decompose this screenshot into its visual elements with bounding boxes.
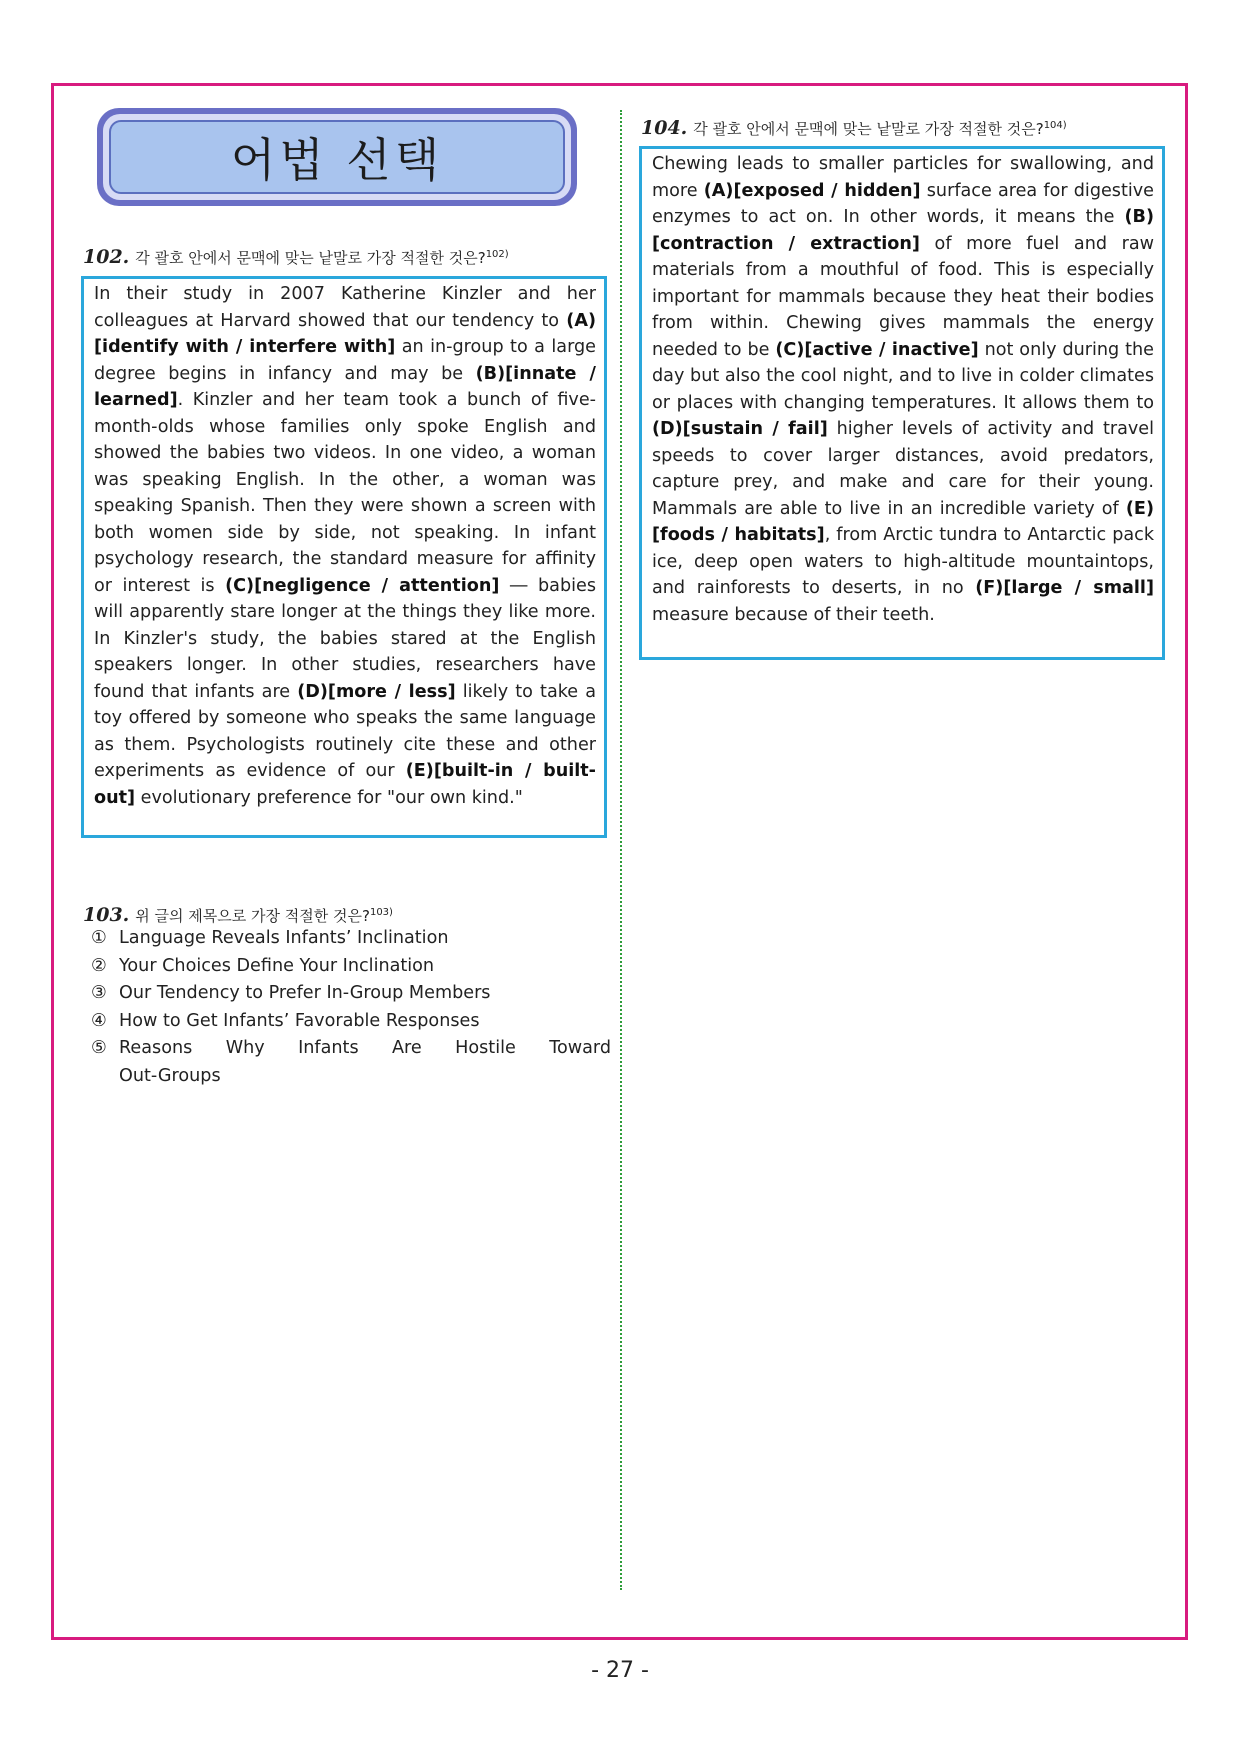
passage-text: In their study in 2007 Katherine Kinzler and her colleagues at Harvard showed that our tendency to [94,284,596,331]
passage-text: surface area for digestive enzymes to act on. In other words, it means the [652,180,1154,227]
column-divider [620,110,622,1590]
option-text: Our Tendency to Prefer In-Group Members [119,983,491,1003]
passage-text: higher levels of activity and travel speeds to cover larger distances, avoid predators, capture prey, and make and care for their young. Mammals are able to live in an incredible variety of [652,419,1155,519]
question-number: 103. [83,904,130,926]
option-text: Reasons Why Infants Are Hostile Toward [119,1038,611,1058]
question-prompt: 위 글의 제목으로 가장 적절한 것은? [135,907,370,925]
question-prompt: 각 괄호 안에서 문맥에 맞는 낱말로 가장 적절한 것은? [693,120,1044,138]
blank-choice: (C)[negligence / attention] [225,575,500,596]
option-number: ④ [91,1010,107,1031]
question-102-heading [83,246,509,268]
option-number: ③ [91,983,107,1003]
passage-104 [639,146,1165,660]
passage-text: evolutionary preference for "our own kind." [135,787,523,808]
passage-text: , from Arctic tundra to Antarctic pack ice, deep open waters to high-altitude mountaintops, and rainforests to deserts, in no [652,525,1155,598]
answer-options-103 [91,925,611,1090]
blank-choice: (E)[built-in / built-out] [94,761,596,808]
question-number: 102. [83,246,130,268]
passage-text: likely to take a toy offered by someone who speaks the same language as them. Psychologists routinely cite these and other experiments as evidence of our [94,681,596,781]
section-title-banner [97,108,577,206]
passage-text: Chewing leads to smaller particles for swallowing, and more [652,154,1154,201]
blank-choice: (E)[foods / habitats] [652,498,1154,545]
passage-text: measure because of their teeth. [652,604,935,625]
blank-choice: (B)[innate / learned] [94,363,596,410]
option-text: Your Choices Define Your Inclination [119,955,435,976]
question-104-heading [641,117,1067,139]
passage-102 [81,276,607,838]
option-number: ① [91,928,107,948]
option-number: ⑤ [91,1038,107,1058]
answer-option-1[interactable] [91,925,611,953]
question-number: 104. [641,117,688,139]
option-number: ② [91,955,107,976]
answer-option-4[interactable] [91,1008,611,1036]
blank-choice: (A)[exposed / hidden] [703,180,921,201]
page-number: - 27 - [591,1658,649,1683]
blank-choice: (F)[large / small] [975,578,1154,598]
passage-text: not only during the day but also the cool night, and to live in colder climates or places with changing temperatures. It allows them to [652,339,1154,413]
blank-choice: (A)[identify with / interfere with] [94,310,596,357]
passage-text: ― babies will apparently stare longer at the things they like more. In Kinzler's study, the babies stared at the English speakers longer. In other studies, researchers have found that infants are [94,575,596,702]
blank-choice: (D)[more / less] [297,681,456,702]
passage-text: . Kinzler and her team took a bunch of five-month-olds whose families only spoke English and showed the babies two videos. In one video, a woman was speaking English. In the other, a woman was speaking Spanish. Then they were shown a screen with both women side by side, not speaking. In infant psychology research, the standard measure for affinity or interest is [94,390,596,596]
answer-option-2[interactable] [91,953,611,981]
option-text: How to Get Infants’ Favorable Responses [119,1010,480,1031]
answer-option-3[interactable] [91,980,611,1008]
option-text: Language Reveals Infants’ Inclination [119,928,449,948]
passage-text: an in-group to a large degree begins in infancy and may be [94,337,596,384]
passage-text: of more fuel and raw materials from a mouthful of food. This is especially important for mammals because they heat their bodies from within. Chewing gives mammals the energy needed to be [652,233,1155,360]
blank-choice: (C)[active / inactive] [775,339,979,360]
footnote-ref: 103) [369,907,393,918]
footnote-ref: 104) [1043,120,1067,131]
blank-choice: (B)[contraction / extraction] [652,207,1154,254]
option-text-continued: Out-Groups [119,1065,221,1086]
footnote-ref: 102) [485,249,509,260]
answer-option-5[interactable] [91,1035,611,1063]
question-103-heading [83,904,393,926]
question-prompt: 각 괄호 안에서 문맥에 맞는 낱말로 가장 적절한 것은? [135,249,486,267]
section-title: 어법 선택 [109,120,565,194]
blank-choice: (D)[sustain / fail] [652,419,828,439]
